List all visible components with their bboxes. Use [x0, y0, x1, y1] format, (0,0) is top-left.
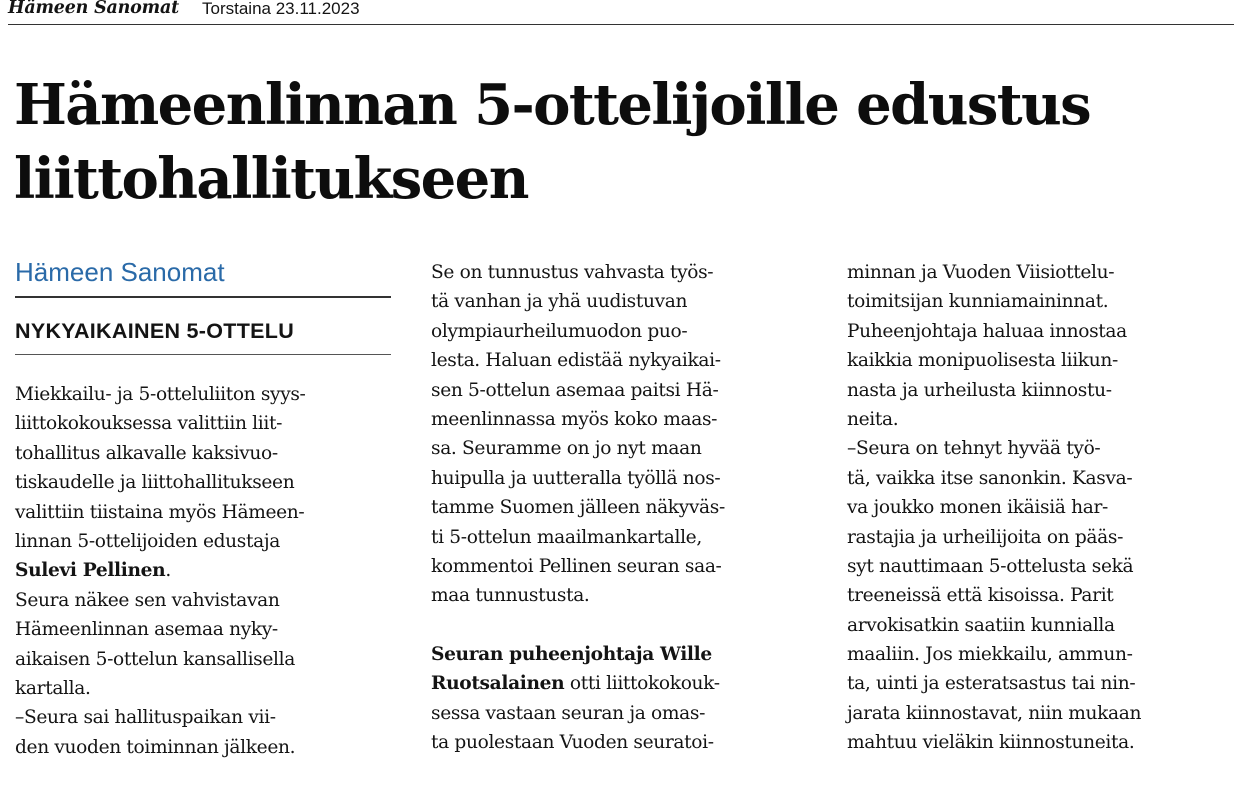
text-line: tä, vaikka itse sanonkin. Kasva-	[847, 467, 1133, 489]
text-line: –Seura on tehnyt hyvää työ-	[847, 438, 1101, 460]
bold-name: Ruotsalainen	[431, 673, 565, 695]
text-line: sen 5-ottelun asemaa paitsi Hä-	[431, 379, 719, 401]
text-line: huipulla ja uutteralla työllä nos-	[431, 467, 721, 489]
text-line: sa. Seuramme on jo nyt maan	[431, 438, 702, 460]
masthead	[8, 0, 1234, 25]
article-column-2	[431, 258, 725, 758]
text-line: den vuoden toiminnan jälkeen.	[15, 736, 296, 758]
headline-line-1: Hämeenlinnan 5-ottelijoille edustus	[14, 72, 1091, 138]
text-line: kommentoi Pellinen seuran saa-	[431, 555, 722, 577]
article-byline: Hämeen Sanomat	[15, 257, 225, 287]
text-line: tä vanhan ja yhä uudistuvan	[431, 291, 688, 313]
text-line: linnan 5-ottelijoiden edustaja	[15, 530, 280, 552]
article-column-3	[847, 258, 1141, 758]
headline-line-2: liittohallitukseen	[14, 146, 528, 212]
text-line: aikaisen 5-ottelun kansallisella	[15, 648, 295, 670]
text-line: ta, uinti ja esteratsastus tai nin-	[847, 673, 1136, 695]
text-line: nasta ja urheilusta kiinnostu-	[847, 379, 1112, 401]
text-line: maa tunnustusta.	[431, 585, 590, 607]
text-line: valittiin tiistaina myös Hämeen-	[15, 501, 305, 523]
section-label: NYKYAIKAINEN 5-OTTELU	[15, 319, 295, 343]
text-line: Se on tunnustus vahvasta työs-	[431, 262, 714, 283]
text-line: rastajia ja urheilijoita on pääs-	[847, 526, 1124, 548]
text-line: Puheenjohtaja haluaa innostaa	[847, 320, 1127, 342]
text-line: maaliin. Jos miekkailu, ammun-	[847, 644, 1133, 666]
text-line: toimitsijan kunniamaininnat.	[847, 291, 1109, 313]
text-line	[431, 640, 725, 669]
text-line: Sulevi Pellinen.	[15, 560, 171, 582]
text-line: kaikkia monipuolisesta liikun-	[847, 350, 1118, 372]
text-line: meenlinnassa myös koko maas-	[431, 408, 718, 430]
text-line: tamme Suomen jälleen näkyväs-	[431, 497, 725, 519]
text-line: Ruotsalainen otti liittokokouk-	[431, 673, 720, 695]
bold-name: Sulevi Pellinen	[15, 560, 166, 582]
text-line: jarata kiinnostavat, niin mukaan	[847, 702, 1142, 724]
text-line: olympiaurheilumuodon puo-	[431, 320, 688, 342]
section-divider	[15, 354, 391, 355]
text-line: kartalla.	[15, 677, 91, 699]
text-line: tiskaudelle ja liittohallitukseen	[15, 472, 295, 494]
text-line: neita.	[847, 408, 899, 430]
text-line: minnan ja Vuoden Viisiottelu-	[847, 262, 1115, 283]
text-line: syt nauttimaan 5-ottelusta sekä	[847, 555, 1134, 577]
masthead-date: Torstaina 23.11.2023	[202, 0, 360, 18]
text-line: arvokisatkin saatiin kunnialla	[847, 614, 1115, 636]
text-line: –Seura sai hallituspaikan vii-	[15, 707, 276, 729]
bold-name: Seuran puheenjohtaja Wille	[431, 644, 712, 666]
text-line: sessa vastaan seuran ja omas-	[431, 702, 706, 724]
masthead-paper-name: Hämeen Sanomat	[8, 0, 179, 18]
paragraph-gap	[431, 611, 725, 640]
article-column-1	[15, 380, 305, 762]
text-line: treeneissä että kisoissa. Parit	[847, 585, 1114, 607]
byline-divider	[15, 296, 391, 298]
text-line: mahtuu vieläkin kiinnostuneita.	[847, 732, 1135, 754]
text-line: ti 5-ottelun maailmankartalle,	[431, 526, 702, 548]
text-line: liittokokouksessa valittiin liit-	[15, 413, 283, 435]
text-line: lesta. Haluan edistää nykyaikai-	[431, 350, 721, 372]
text-line: va joukko monen ikäisiä har-	[847, 497, 1108, 519]
text-line: tohallitus alkavalle kaksivuo-	[15, 442, 278, 464]
text-line: ta puolestaan Vuoden seuratoi-	[431, 732, 714, 754]
text-line: Seura näkee sen vahvistavan	[15, 589, 280, 611]
text-line: Hämeenlinnan asemaa nyky-	[15, 619, 278, 641]
article-headline	[14, 68, 1214, 216]
text-line: Miekkailu- ja 5-otteluliiton syys-	[15, 384, 306, 405]
